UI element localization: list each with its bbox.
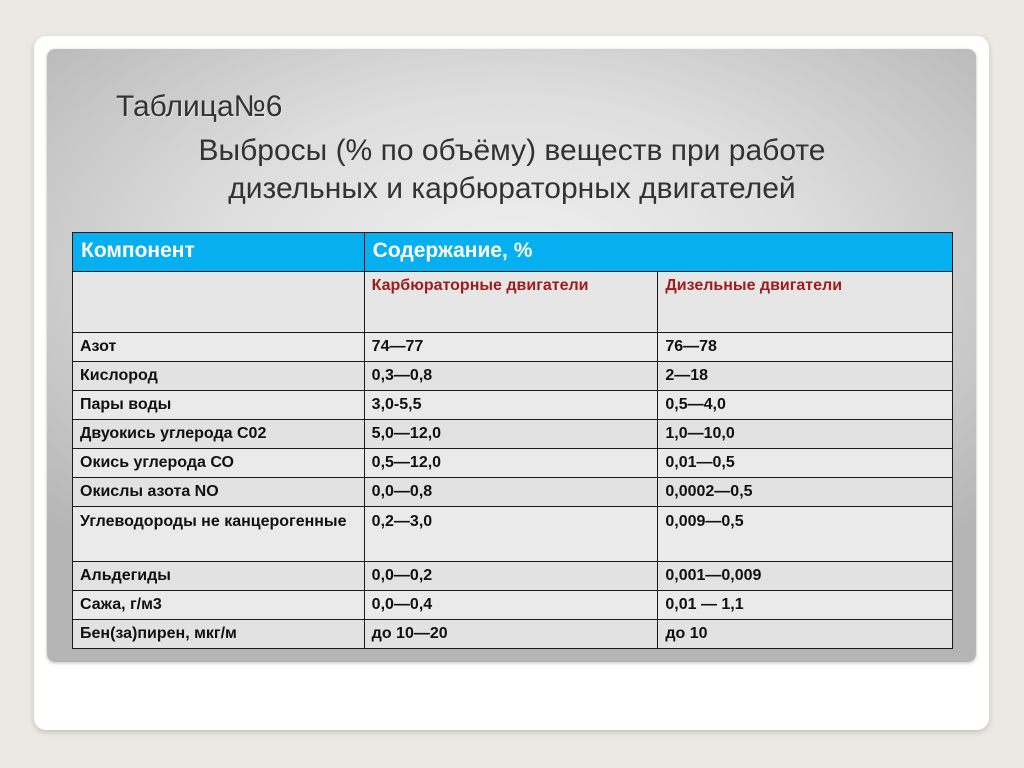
cell-carburetor: 0,0—0,8 xyxy=(364,478,658,507)
table-row xyxy=(73,449,953,478)
table-row xyxy=(73,562,953,591)
table-row xyxy=(73,591,953,620)
title-line-2: дизельных и карбюраторных двигателей xyxy=(228,172,796,205)
cell-diesel: 0,001—0,009 xyxy=(658,562,953,591)
subheader-empty-cell xyxy=(73,272,365,333)
cell-component: Альдегиды xyxy=(73,562,365,591)
cell-component: Окись углерода СО xyxy=(73,449,365,478)
table-header-row xyxy=(73,233,953,272)
table-row xyxy=(73,620,953,649)
cell-diesel: 2—18 xyxy=(658,362,953,391)
cell-carburetor: 0,5—12,0 xyxy=(364,449,658,478)
cell-diesel: до 10 xyxy=(658,620,953,649)
subheader-carburetor: Карбюраторные двигатели xyxy=(364,272,658,333)
cell-component: Бен(за)пирен, мкг/м xyxy=(73,620,365,649)
cell-carburetor: 5,0—12,0 xyxy=(364,420,658,449)
cell-carburetor: 0,3—0,8 xyxy=(364,362,658,391)
cell-carburetor: 3,0-5,5 xyxy=(364,391,658,420)
table-number-label: Таблица№6 xyxy=(116,90,283,123)
header-component: Компонент xyxy=(73,233,365,272)
title-line-1: Выбросы (% по объёму) веществ при работе xyxy=(198,134,826,167)
cell-diesel: 0,01—0,5 xyxy=(658,449,953,478)
table-row xyxy=(73,420,953,449)
table-row xyxy=(73,507,953,562)
cell-component: Двуокись углерода С02 xyxy=(73,420,365,449)
cell-carburetor: до 10—20 xyxy=(364,620,658,649)
table-row xyxy=(73,333,953,362)
cell-diesel: 1,0—10,0 xyxy=(658,420,953,449)
cell-carburetor: 0,2—3,0 xyxy=(364,507,658,562)
table-row xyxy=(73,391,953,420)
cell-carburetor: 74—77 xyxy=(364,333,658,362)
cell-component: Пары воды xyxy=(73,391,365,420)
cell-diesel: 76—78 xyxy=(658,333,953,362)
table-subheader-row xyxy=(73,272,953,333)
cell-component: Углеводороды не канцерогенные xyxy=(73,507,365,562)
emissions-table xyxy=(72,232,953,649)
subheader-diesel: Дизельные двигатели xyxy=(658,272,953,333)
cell-carburetor: 0,0—0,4 xyxy=(364,591,658,620)
table-row xyxy=(73,478,953,507)
cell-carburetor: 0,0—0,2 xyxy=(364,562,658,591)
cell-diesel: 0,5—4,0 xyxy=(658,391,953,420)
cell-component: Сажа, г/м3 xyxy=(73,591,365,620)
table-row xyxy=(73,362,953,391)
cell-diesel: 0,0002—0,5 xyxy=(658,478,953,507)
cell-component: Азот xyxy=(73,333,365,362)
header-content: Содержание, % xyxy=(364,233,952,272)
cell-component: Окислы азота NO xyxy=(73,478,365,507)
cell-diesel: 0,009—0,5 xyxy=(658,507,953,562)
cell-component: Кислород xyxy=(73,362,365,391)
cell-diesel: 0,01 — 1,1 xyxy=(658,591,953,620)
